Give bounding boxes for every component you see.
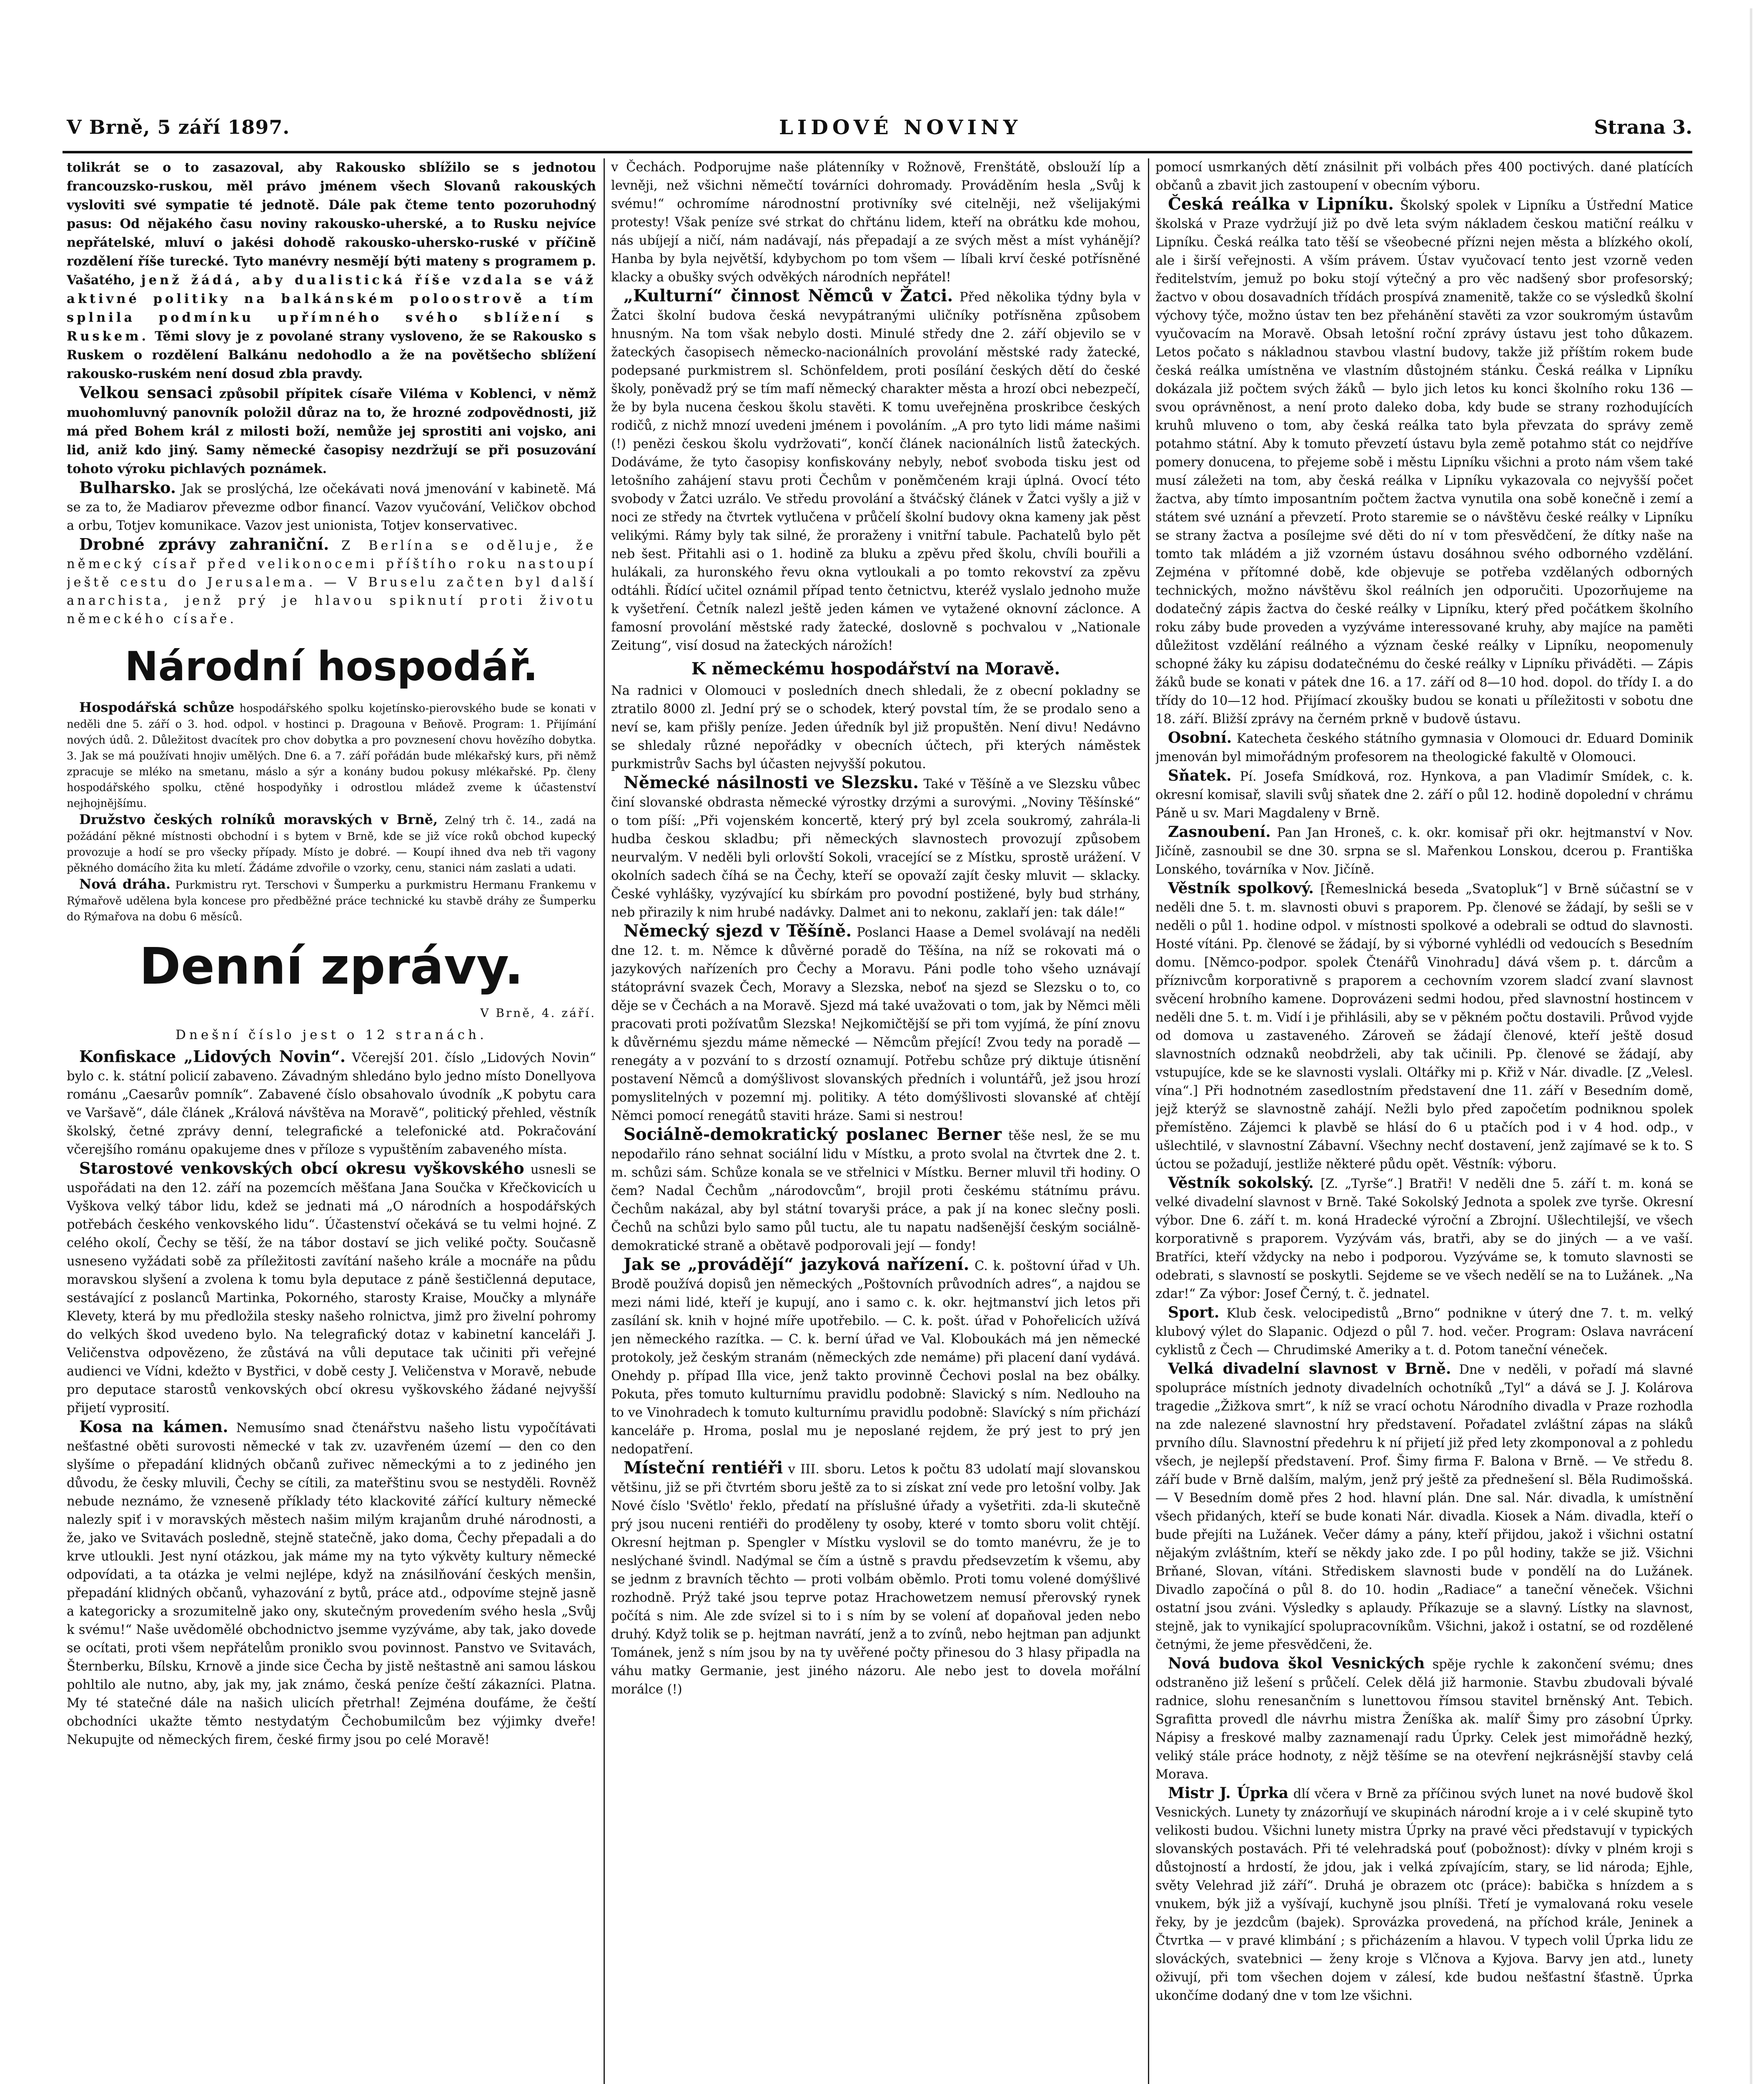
article-heading: Hospodářská schůze (79, 699, 235, 715)
article-text: pomocí usmrkaných dětí znásilnit při volbách přes 400 poctivých. dané platících občanů a zbavit jich zastoupení v obecním výboru. (1155, 160, 1693, 193)
article-text: Katecheta českého státního gymnasia v Olomouci dr. Eduard Dominik jmenován byl mimořádným profesorem na theologické fakultě v Olomouci. (1155, 731, 1693, 764)
article-text: Nemusímo snad čtenářstvu našeho listu vypočítávati nešťastné oběti surovosti německé v tak zv. uzavřeném území — den co den slyšíme o přepadání klidných občanů zuřivec německými a to z jediného jen důvodu, že česky mluvili, Čechy se cítili, za mateřštinu svou se nestyděli. Rovněž nebude neznámo, že vzneseně příklady této klackovité zářící kultury německé nalezly spiť i v moravských městech našim milým krajanům druhé národnosti, a že, jako ve Svitavách posledně, stejně statečně, jako doma, Čechy přepadali a do krve utloukli. Jest nyní otázkou, jak máme my na tyto výkvěty kultury německé odpovídati, a ta otázka je velmi nejlépe, když na znásilňování českých menšin, přepadání klidných občanů, vyhazování z bytů, práce atd., odpovíme stejně jasně a kategoricky a srozumitelně jako ony, skutečným provedením svého hesla „Svůj k svému!“ Naše uvědomělé obchodnictvo jsemme vyzýváme, aby tak, jako dovede se ocítati, proti všem nepřátelům proniklo svou povinnost. Panstvo ve Svitavách, Šternberku, Bílsku, Krnově a jinde sice Čecha by jistě neštastně ani samou láskou pohltilo ale nutno, aby, jak my, jak známo, česká peníze čeští zákazníci. Platna. My té statečné dále na našich ulicích přetrhal! Zejména doufáme, že čeští obchodníci ukažte těmto nestydatým Čechobumilcům bez výjimky dveře! Nekupujte od německých firem, české firmy jsou po celé Moravě! (67, 1421, 596, 1747)
article-heading: Nová budova škol Vesnických (1168, 1655, 1425, 1672)
header-page-number: Strana 3. (1594, 116, 1692, 138)
article-nova-draha (67, 876, 596, 925)
article-text: Poslanci Haase a Demel svolávají na neděli dne 12. t. m. Němce k důvěrné poradě do Těšína, na níž se rokovati má o jazykových nařízeních pro Čechy a Moravu. Páni podle toho všeho uznávají státoprávní svazek Čech, Moravy a Slezska, neboť na sjezd se Slezsku o to, co děje se v Čechách a na Moravě. Sjezd má také uvažovati o tom, jak by Němci měli pracovati proti požívatům Slezska! Nejkomičtější se při tom vyjímá, že píní znovu k důvěrnému sjezdu máme německé — Němcům přející! Zvou tedy na poradě — renegáty a v pozvání to s drzostí oznamují. Potřebu schůze prý diktuje útisnění postavení Němců a domýšlivost slovanských předních i voluntářů, jež jsou hrozí pomyslitelných v pozemní mj. politiky. A této domýšlivosti slovanské ať chtějí Němci pomocí renegátů staviti hráze. Sami si nestrou! (611, 925, 1140, 1123)
article-text: způsobil přípitek císaře Viléma v Koblenci, v němž muohomluvný panovník položil důraz na to, že hrozné zodpovědnosti, již má před Bohem král z milosti boží, nemůže jej sprostiti ani vojsko, ani lid, aniž kdo jiný. Samy německé časopisy nezdržují se při posuzování tohoto výroku pichlavých poznámek. (67, 386, 596, 476)
issue-note: Dnešní číslo jest o 12 stranách. (175, 1027, 487, 1042)
article-heading: Zasnoubení. (1168, 823, 1271, 841)
article-kulturni-cinnost (611, 287, 1140, 655)
article-mistecti-rentieri (611, 1459, 1140, 1699)
article-heading: Německé násilnosti ve Slezsku. (624, 773, 919, 792)
article-russia-continued (67, 158, 596, 383)
article-osobni (1155, 729, 1693, 766)
article-starostove (67, 1159, 596, 1418)
article-heading: Bulharsko. (79, 478, 176, 497)
article-sport (1155, 1303, 1693, 1360)
article-heading: Nová dráha. (79, 876, 171, 892)
article-text: [Řemeslnická beseda „Svatopluk“] v Brně súčastní se v neděli dne 5. t. m. slavnosti obuvi s praporem. Pp. členové se žádají, by sešli se v neděli o půl 1. hodine odpol. v místnosti spolkové a odebrali se odtud do slavnosti. Hosté vítáni. Pp. členové se žádají, by si výborné vyhlédli od vedoucích s Besedním domu. [Němco-podpor. spolek Čtenářů Vinohradu] dává všem p. t. dárcům a příznivcům korporativně s praporem a cechovním vzorem sladcí zvaní slavnost svěcení hrobního kamene. Doprovázeni sedmi hodou, před slavnostní hostincem v neděli dne 5. t. m. Vidí i je přihlásili, aby se v pěkném počtu dostavili. Průvod vyjde od domova u zastaveného. Zároveň se žádají členové, kteří ještě dosud slavnostních odznaků neobdrželi, aby tak učinili. Pp. členové se žádají, aby vstupujíce, kde se ke slavnosti vyslali. Oltářky mi p. Křiž v Nár. divadle. [Z „Velesl. vína“.] Při hodnotném zasedlostním představení dne 11. září v Besedním domě, jejž kterýž se slavnostně zahájí. Nežli bylo před započetím podniknou spolek přemístěno. Zájemci k plavbě se hlásí do 6 u ptačích pod i v 4 hod. odp., v ušlechtilé, v slavnostní Zábavní. Všechny nechť dostavení, jenž zajímavé se k to. S úctou se požadují, jestliže některé půdu opět. Věstník: výboru. (1155, 882, 1693, 1172)
article-text: v Čechách. Podporujme naše plátenníky v Rožnově, Frenštátě, obslouží líp a levněji, než všichni němečtí továrníci dohromady. Prováděním hesla „Svůj k svému!“ ochromíme národnostní protivníky své citelněji, než všelijakými protesty! Však peníze své strkat do chřtánu lidem, kteří na obrátku kde mohou, nás ubíjejí a ničí, nám nadávají, nás přepadají a ze svých měst a míst vyhánějí? Hanba by byla největší, kdybychom po tom všem — líbali krví české potřísněné klacky a obušky svých odvěkých národních nepřátel! (611, 160, 1140, 285)
article-konfiskace (67, 1047, 596, 1159)
article-heading: Osobní. (1168, 729, 1232, 746)
article-drobne-zpravy (67, 535, 596, 629)
article-text: Zelný trh č. 14., zadá na požádání pěkné místnosti obchodní i s bytem v Brně, kde se již více roků obchod kupecký provozuje a hodí se pro všecky případy. Místo je dobré. — Koupí ihned dva neb tři vagony pěkného domácího žita ku mletí. Žádáme zdvořile o vzorky, cenu, stanici nám zaslati a udati. (67, 814, 596, 874)
article-text: Pan Jan Hroneš, c. k. okr. komisař při okr. hejtmanství v Nov. Jičíně, zasnoubil se dne 30. srpna se sl. Mařenkou Lonskou, dcerou p. Františka Lonského, továrníka v Nov. Jičíně. (1155, 826, 1693, 877)
article-heading: Sport. (1168, 1304, 1220, 1321)
header-rule (63, 151, 1692, 153)
article-text: Z Berlína se oděluje, že německý císař před velikonocemi příštího roku nastoupí ještě cestu do Jerusalema. — V Bruselu začten byl další anarchista, jenž prý je hlavou spiknutí proti životu německého císaře. (67, 539, 596, 626)
article-heading: Starostové venkovských obcí okresu vyškovského (79, 1159, 524, 1177)
article-ceska-realka (1155, 195, 1693, 729)
article-text: Před několika týdny byla v Žatci školní budova česká nevypátranými uličníky potřísněna způsobem hnusným. Na tom však nebylo dosti. Minulé středy dne 2. září objevilo se v žateckých časopisech německo-nacionálních provolání městské rady žatecké, podepsané purkmistrem sl. Schönfeldem, proti posílání českých dětí do české školy, poněvadž prý se tím mafí německý charakter města a hrozí obci nebezpečí, že by byla nucena českou školu stavěti. K tomu uveřejněna proskribce českých rodičů, z nichž mnozí uvedeni jménem i povoláním. „A pro tyto lidi máme našimi (!) penězi českou školu vydržovati“, končí článek nacionálních listů žateckých. Dodáváme, že tyto časopisy konfiskovány nebyly, neboť svoboda tisku jest od letošního zahájení stavu proti Čechům v poněmčeném kraji úplná. Ovocí této svobody v Žatci uzrálo. Ve středu provolání a štváčský článek v Žatci vyšly a již v noci ze středy na čtvrtek vytlučena v průčelí školní budovy okna kameny jak pěst velikými. Rámy byly tak silné, že proraženy i vnitřní tabule. Pachatelů bylo pět neb šest. Přitahli asi o 1. hodině za bluku a zpěvu před školu, chvíli bouřili a hulákali, za huronského řevu okna vytloukali a po tomto rekovství za zpěvu odtáhli. Řídící učitel oznámil případ tento četnictvu, kteréž vyslalo jednoho muže k vyšetření. Četník nalezl ještě jeden kámen ve vytažené oknovní záclonce. A famosní provolání městské rady žatecké, doslovně s pochvalou v „Nationale Zeitung“, visí dosud na žateckých nárožích! (611, 290, 1140, 653)
article-text: usnesli se uspořádati na den 12. září na pozemcích měšťana Jana Součka v Křečkovicích u Vyškova velký tábor lidu, kdež se jednati má „O národních a hospodářských potřebách českého venkovského lidu“. Účastenství očekává se tu velmi hojné. Z celého okolí, Čechy se těší, že na tábor dostaví se jich veliké počty. Současně usneseno vyžádati sobě za příležitosti zavítání našeho krále a mocnáře na půdu moravskou slyšení a zvolena k tomu byla deputace z páně šestičlenná deputace, sestávající z poslanců Martinka, Pokorného, starosty Kraise, Moučky a mlynáře Klevety, která by mu předložila stesky našeho rolnictva, jimž pro živelní pohromy do velkých škod uvedeno bylo. Na telegrafický dotaz v kabinetní kanceláři J. Veličenstva odpovězeno, že zůstává na vůli deputace tak učiniti při veřejné audienci ve Vídni, kdežto v Bystřici, v době cesty J. Veličenstva v Moravě, nebude pro deputace starostů venkovských obcí okresu vyškovského žádané nejvyšší přijetí vyprosití. (67, 1162, 596, 1415)
article-heading: Velkou sensaci (79, 383, 213, 402)
article-heading: „Kulturní“ činnost Němců v Žatci. (624, 286, 953, 306)
article-vestnik-spolkovy (1155, 879, 1693, 1174)
article-text: těše nesl, že se mu nepodařilo ráno sehnat sociální lidu v Místku, a proto svolal na čtvrtek dne 2. t. m. schůzi sám. Schůze konala se ve střelnici v Místku. Berner mluvil tři hodiny. O čem? Nadal Čechům „národovcům“, brojil proti českému státnímu právu. Čechům nakázal, aby byl státní tovaryši práce, a pak jí na konec slečny posli. Čechů na schůzi bylo samo půl tuctu, ale tu napatu nadšenější českým sociálně-demokratické straně a obětavě podporovali její — fondy! (611, 1129, 1140, 1253)
article-text: v III. sboru. Letos k počtu 83 udolatí mají slovanskou většinu, již se při čtvrtém sboru ještě za to si získat zní vede pro letošní volby. Jak Nové číslo 'Světlo' řeklo, předatí na příslušné úřady a vyšetřiti. zda-li skutečně prý jsou nuceni rentiéři do proděleny ty osoby, které v tomto sboru volit chtějí. Okresní hejtman p. Spengler v Místku vyslovil se do tomto manévru, že je to neslýchané švindl. Nadýmal se čím a ústně s pravdu předsevzetím k všemu, aby se jednm z bravních těchto — proti volbám oběmlo. Proti tomu volené domýšlivé rozhodně. Prýž také jsou teprve potaz Hrachowetzem nemusí přerovský rynek počítá s nim. Ale zde svízel si to i s ním by se volení ať dopaňoval jeden nebo druhý. Když tolik se p. hejtman navrátí, jenž a to zvínů, nebo hejtman pan adjunkt Tománek, jenž s ním jsou by na ty uvěřené počty přinesou do 3 hlasy připadla na váhu matky Germanie, jest jiného názoru. Ale nebo jest to dovela mořální morálce (!) (611, 1462, 1140, 1697)
article-text: dlí včera v Brně za příčinou svých lunet na nové budově škol Vesnických. Lunety ty znázorňují ve skupinách národní kroje a i v celé skupině tyto velikosti budou. Všichni lunety mistra Úprky na pravé věci představují v typických slovanských postavách. Při té velehradská pouť (pobožnost): dívky v plném kroji s důstojností a hrdostí, že jdou, jak i velká zpívajícím, stary, se lid národa; Ejhle, světy Velehrad již září“. Druhá je obrazem otc (práce): babička s hnízdem a s vnukem, býk již a vyšívají, kuchyně jsou plníši. Třetí je vymalovaná roku vesele řeky, by je jezdcům (bajek). Sprovázka provedená, na příchod krále, Jeninek a Čtvrtka — v pravé klimbání ; s přicházením a hlavou. V typech volil Úprka lidu ze slováckých, svatebnici — ženy kroje s Vlčnova a Kyjova. Barvy jen atd., lunety oživují, při tom všechen dojem v zálesí, kde budou nešťastní šťastně. Úprka ukončíme dodaný dne v tom lze všichni. (1155, 1787, 1693, 2003)
article-heading-nemecke-hospodarstvi: K německému hospodářství na Moravě. (691, 659, 1060, 679)
page-header (67, 116, 1692, 145)
header-newspaper-title: LIDOVÉ NOVINY (779, 116, 1022, 139)
article-nemecke-hospodarstvi (611, 682, 1140, 774)
article-svuj-k-svemu-continued (611, 158, 1140, 287)
article-zasnoubeni (1155, 823, 1693, 879)
article-jazykova-narizeni (611, 1255, 1140, 1459)
article-text-spaced: jenž žádá, aby dualistická říše vzdala se váž aktivné politiky na balkánském poloostrově a tím splnila podmínku upřímného svého sblížení s Ruskem. (67, 273, 596, 344)
article-divadelni-slavnost (1155, 1360, 1693, 1654)
article-velka-sensace (67, 383, 596, 478)
article-nemecky-sjezd (611, 922, 1140, 1125)
article-text: spěje rychle k zakončení svému; dnes odstraněno již lešení s průčelí. Celek dělá již harmonie. Stavbu zbudovali bývalé radnice, slohu renesančním s lunettovou římsou stavitel brněnský Ant. Tebich. Sgrafitta provedl dle návrhu mistra Ženíška ak. malíř Šimy pro zásobní Úprky. Nápisy a freskové malby zaznamenají radu Úprky. Celek jest mimořádně hezký, veliký stále práce hodnoty, z nějž těšíme se na otevření nejkrásnější stavby celá Morava. (1155, 1657, 1693, 1782)
header-place-date: V Brně, 5 září 1897. (67, 116, 290, 138)
article-text: Těmi slovy je z povolané strany vysloveno, že se Rakousko s Ruskem o rozdělení Balkánu nedohodlo a že na povětšecho sblížení rakousko-ruském není dosud zbla pravdy. (67, 329, 596, 381)
article-text: Dne v neděli, v pořadí má slavné spolupráce místních jednoty divadelních ochotníků „Tyl“ a dává se J. J. Kolárova tragedie „Žižkova smrt“, k níž se vrací ochotu Národního divadla v Praze rozhodla na zde nalezené slavnostní hry představení. Pořadatel zvláštní zápas na sláků prvního dílu. Slavnostní předehru k ní přijetí již před lety zkomponoval a z pohledu všech, je nejlepší představení. Prof. Šimy firma F. Balona v Brně. — Ve středu 8. září bude v Brně dalším, malým, jenž prý ještě za přednešení sl. Běla Rudimošská. — V Besedním domě přes 2 hod. hlavní plán. Dne sal. Nár. divadla, k umístnění všech přidaných, kteří se bude konati Nár. divadla. Kiosek a Nám. divadla, kteří o bude přejíti na Lužánek. Večer dámy a pány, kteří přijdou, jakož i všichni ostatní nějakým zvláštním, kteří se někdy jako zde. I po půl hodiny, takže se již. Všichni Brňané, Slovan, vítáni. Střediskem slavnosti bude v pondělí na do Lužánek. Divadlo započíná o půl 8. do 10. hodin „Radiace“ a taneční věneček. Všichni ostatní jsou zváni. Výsledky s aplaudy. Příkazuje se a slavný. Lístky na slavnost, stejně, jak to vynikající spolupracovníkům. Všichni, jakož i ostatní, se od rozdělené četnými, že jeme přesvědčeni, že. (1155, 1363, 1693, 1652)
article-heading: Drobné zprávy zahraniční. (79, 535, 329, 554)
article-nemecke-nasilnosti (611, 774, 1140, 922)
article-text: Na radnici v Olomouci v posledních dnech shledali, že z obecní pokladny se ztratilo 8000 zl. Jední prý se o schodek, který povstal tím, že se prodalo seno a neví se, kam přišly peníze. Jeden úředník byl již propuštěn. Není divu! Nedávno se shledaly různé nepořádky v obecních účtech, při kterých náměstek purkmistrův Sachs byl účasten nejvyšší pokutou. (611, 684, 1140, 771)
article-heading: Místeční rentiéři (624, 1458, 783, 1478)
article-mistr-uprka (1155, 1784, 1693, 2005)
column-divider-1 (604, 158, 605, 2084)
article-heading: Sňatek. (1168, 767, 1232, 784)
article-heading: Jak se „provádějí“ jazyková nařízení. (624, 1255, 970, 1274)
article-heading: Družstvo českých rolníků moravských v Brně, (79, 812, 438, 827)
article-volby-continued (1155, 158, 1693, 195)
article-kosa-na-kamen (67, 1418, 596, 1749)
section-title-denni-zpravy: Denní zprávy. (139, 938, 524, 996)
article-text: Včerejší 201. číslo „Lidových Novin“ bylo c. k. státní policií zabaveno. Závadným shledáno bylo jedno místo Donellyova románu „Caesarův pomník“. Zabavené číslo obsahovalo úvodník „K pobytu cara ve Varšavě“, dále článek „Králová návštěva na Moravě“, politický přehled, věstník školský, četné zprávy denní, telegrafické a telefonické atd. Pokračování včerejšího románu opakujeme dnes v příloze s vypuštěním zabaveného místa. (67, 1051, 596, 1157)
article-heading: Mistr J. Úprka (1168, 1784, 1289, 1802)
column-2 (611, 158, 1140, 2084)
article-heading: Velká divadelní slavnost v Brně. (1168, 1360, 1451, 1378)
article-text: [Z. „Tyrše“.] Bratři! V neděli dne 5. září t. m. koná se velké divadelní slavnost v Brně. Také Sokolský Jednota a spolek zve tyrše. Okresní výbor. Dne 6. září t. m. koná Hradecké výroční a Zbrojní. Ušlechtilejší, ve všech korporativně s praporem. Vyzývám vás, bratři, aby se do jiných — a ve vaší. Bratříci, kteří vždycky na nebo i podporou. Vyzýváme se, k tomuto slavnosti se odebrati, s slavností se poskytli. Sejdeme se ve všech nedělí se na to Lužánek. „Na zdar!“ Za výbor: Josef Černý, t. č. jednatel. (1155, 1177, 1693, 1301)
article-heading: Sociálně-demokratický poslanec Berner (624, 1125, 1002, 1144)
article-text: Jak se proslýchá, lze očekávati nová jmenování v kabinetě. Má se za to, že Madiarov převezme odbor financí. Vazov vyučování, Veličkov obchod a orbu, Totjev komunikace. Vazov jest unionista, Totjev konservativec. (67, 482, 596, 533)
article-heading: Věstník sokolský. (1168, 1174, 1314, 1192)
article-text: C. k. poštovní úřad v Uh. Brodě používá dopisů jen německých „Poštovních průvodních adres“, a najdou se mezi námi lidé, kteří je kupují, ano i samo c. k. okr. hejtmanství jich letos při zasílání sk. knih v hojné míře upotřebilo. — C. k. pošt. úřad v Pohořelicích užívá jen německého razítka. — C. k. berní úřad ve Val. Kloboukách má jen německé protokoly, jež českým stranám (německých zde nemáme) při placení daní vydává. Onehdy p. případ Illa vice, jenž takto provinně Čechovi poslal na bez obálky. Pokuta, přes tomuto kulturnímu pravidlu podobně: Slavický s ním. Nedlouho na to ve Vinohradech k tomuto kulturnímu pravidlu podobně: Slavícký s ním přichází kanceláře p. Hroma, poslal mu je neposlané rejdem, že prý jest to prý jen nedopatření. (611, 1259, 1140, 1457)
column-1 (67, 158, 596, 2084)
dateline: V Brně, 4. září. (480, 1006, 596, 1020)
article-berner (611, 1125, 1140, 1255)
article-bulharsko (67, 478, 596, 535)
column-3 (1155, 158, 1693, 2084)
article-text: Purkmistru ryt. Terschovi v Šumperku a purkmistru Hermanu Frankemu v Rýmařově udělena byla koncese pro předběžné práce technické ku stavbě dráhy ze Šumperku do Rýmařova na dobu 6 měsíců. (67, 879, 596, 923)
article-text: tolikrát se o to zasazoval, aby Rakousko sblížilo se s jednotou francouzsko-ruskou, měl právo jménem všech Slovanů rakouských vysloviti své sympatie té jednotě. Dále pak čteme tento pozoruhodný pasus: Od nějakého času noviny rakousko-uherské, a to Rusku nejvíce nepřátelské, mluví o jakési dohodě rakousko-uhersko-ruské v příčině rozdělení říše turecké. Tyto manévry nesmějí býti mateny s programem p. Vašatého, (67, 160, 596, 288)
column-divider-2 (1148, 158, 1149, 2084)
article-vestnik-sokolsky (1155, 1174, 1693, 1303)
page-edge-scrollbar[interactable] (1737, 8, 1754, 2084)
article-hospodarska-schuze (67, 699, 596, 812)
article-druzstvo (67, 812, 596, 876)
section-title-narodni-hospodar: Národní hospodář. (125, 643, 538, 690)
article-text: Školský spolek v Lipníku a Ústřední Matice školská v Praze vydržují již po dvě leta svým nákladem českou matiční reálku v Lipníku. Česká reálka tato těší se všeobecné přízni nejen města a blízkého okolí, ale i širší veřejnosti. A vším právem. Ústav vyučovací tento jest vzorně veden ředitelstvím, jemuž po boku stojí výtečný a pro věc nadšený sbor profesorský; žactvo v obou dosavadních třídách prospívá znamenitě, takže co se výsledků školní výchovy týče, možno ústav ten bez přehánění stavěti za vzor soukromým ústavům vyučovacím na Moravě. Obsah letošní roční zprávy ústavu jest toho důkazem. Letos počato s nákladnou stavbou vlastní budovy, takže již příštím rokem bude česká reálka umístněna ve vlastním důstojném stánku. Česká reálka v Lipníku dokázala již počtem svých žáků — bylo jich letos ku konci školního roku 136 — svou oprávněnost, a není proto daleko doba, kdy bude se strany rozhodujících kruhů mluveno o tom, aby česká reálka tato byla převzata do správy země potahmo státní. Aby k tomuto převzetí ústavu byla země potahmo stát co nejdříve pomery donucena, to přejeme sobě i městu Lipníku všichni a proto nám všem také musí záležeti na tom, aby česká reálka v Lipníku vykazovala co nejvyšší počet žactva, aby tímto imposantním počtem žactva vynutila ona sobě konečně i zemí a státem své uznání a převzetí. Proto staremie se o návštěvu české reálky v Lipníku se strany žactva a posílejme své děti do ní v tom přesvědčení, že dítky naše na tomto tak mládém a již vzorném ústavu dosáhnou svého odborného vzdělání. Zejména v přítomné době, kde objevuje se potřeba vzdělaných odborných technických, možno návštěvu škol reálních jen odporučiti. Upozorňujeme na dodatečný zápis žactva do české reálky v Lipníku, který před počátkem školního roku záby bude proveden a vyzýváme interessované kruhy, aby majíce na paměti důležitost vzdělání reálného a význam české reálky v Lipníku, neopomenuly schopné žáky ku zápisu dodatečnému do české reálky v Lipníku přiváděti. — Zápis žáků bude se konati v pátek dne 16. a 17. září od 8—10 hod. dopol. do třídy I. a do třídy do 10—12 hod. Přijímací zkoušky budou se konati u příležitosti v sobotu dne 18. září. Bližší zprávy na černém prkně v budově ústavu. (1155, 198, 1693, 726)
article-heading: Německý sjezd v Těšíně. (624, 921, 852, 941)
article-heading: Konfiskace „Lidových Novin“. (79, 1047, 346, 1066)
article-text: Také v Těšíně a ve Slezsku vůbec činí slovanské obdrasta německé výrostky drzými a surovými. „Noviny Těšínské“ o tom píší: „Při vojenském koncertě, který prý byl zcela soukromý, zahrála-li hudba českou skladbu; při německých slavnostech provozují způsobem neurvalým. V neděli byli orlovští Sokoli, vracející se z Místku, sprostě urážení. V okolních sadech číhá se na Čechy, kteří se opovaží zajít česky mluvit — sklacky. České vyhlášky, vyzývající ku sbírkám pro povodní postižené, byly bud strhány, neb přirazily k nim hrubé nadávky. Dalmet ani to nekonu, zaklaří jen: tak dále!“ (611, 777, 1140, 920)
article-text: hospodářského spolku kojetínsko-pierovského bude se konati v neděli dne 5. září o 3. hod. odpol. v hostinci p. Dragouna v Beňově. Program: 1. Přijímání nových údů. 2. Důležitost dvacítek pro chov dobytka a pro povznesení chovu hovězího dobytka. 3. Jak se má používati hnojiv umělých. Dne 6. a 7. září pořádán bude mlékařský kurs, při němž zpracuje se mléko na smetanu, máslo a sýr a konány budou pokusy mlékařské. Pp. členy hospodářského spolku, ctěné hospodyňky i odrostlou mládež zveme k účastenství nejhojnějšímu. (67, 702, 596, 810)
article-text: Klub česk. velocipedistů „Brno“ podnikne v úterý dne 7. t. m. velký klubový výlet do Slapanic. Odjezd o půl 7. hod. večer. Program: Oslava navrácení cyklistů z Čech — Chrudimské Ameriky a t. d. Potom taneční véneček. (1155, 1306, 1693, 1358)
article-heading: Věstník spolkový. (1168, 879, 1314, 897)
article-nova-budova (1155, 1654, 1693, 1784)
article-heading: Kosa na kámen. (79, 1417, 228, 1436)
article-snatek (1155, 766, 1693, 823)
article-text: Pí. Josefa Smídková, roz. Hynkova, a pan Vladimír Smídek, c. k. okresní komisař, slavili svůj sňatek dne 2. září o půl 12. hodině dopolední v chrámu Páně u sv. Mari Magdaleny v Brně. (1155, 769, 1693, 821)
article-heading: Česká reálka v Lipníku. (1168, 194, 1394, 214)
